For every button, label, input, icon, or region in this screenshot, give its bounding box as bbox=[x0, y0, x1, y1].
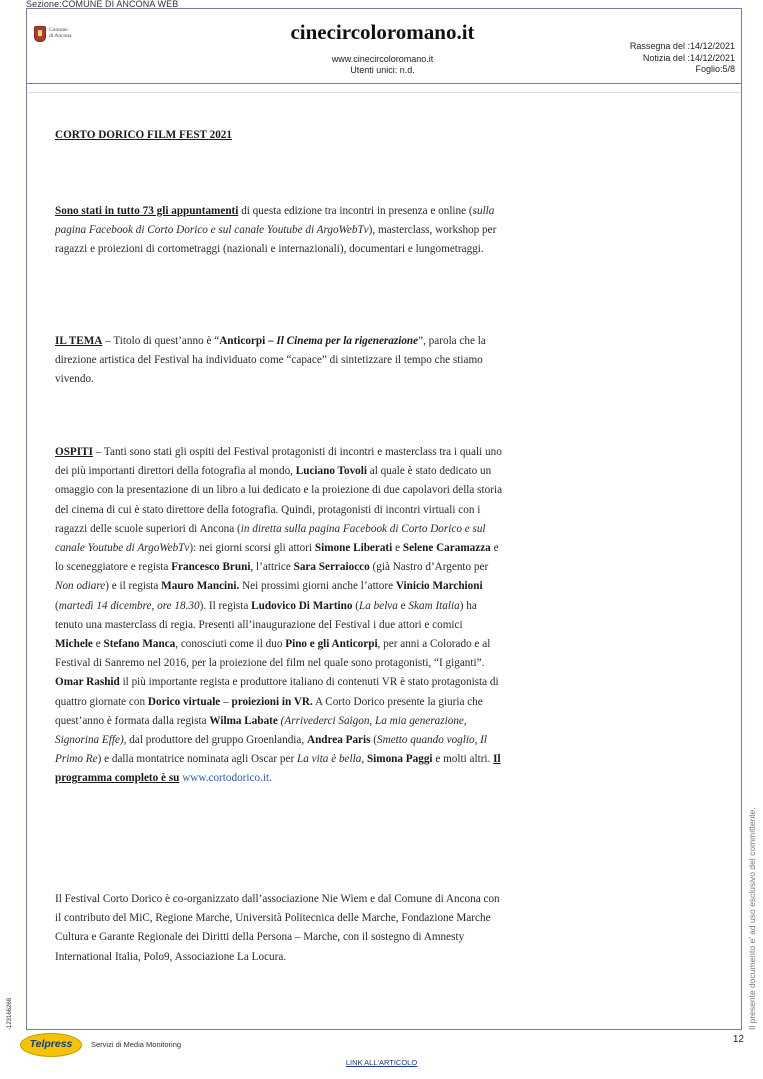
section-label: Sezione:COMUNE DI ANCONA WEB bbox=[26, 0, 179, 9]
site-url: www.cinecircoloromano.it bbox=[331, 54, 434, 64]
footer-service: Servizi di Media Monitoring bbox=[91, 1040, 182, 1049]
sheet-number: Foglio:5/8 bbox=[695, 64, 735, 74]
telpress-logo-text: Telpress bbox=[29, 1038, 73, 1050]
logo-text-line1: Comune bbox=[49, 27, 68, 33]
lead-guests: OSPITI bbox=[55, 446, 93, 458]
paragraph-theme: IL TEMA – Titolo di quest’anno è “Anticorpi – Il Cinema per la rigenerazione”, parola che la direzione artistica del Festival ha individuato come “capace” di sintetizzare il tempo che stiamo vivendo. bbox=[55, 335, 486, 386]
header-divider bbox=[27, 83, 741, 84]
document-id: -123166268 bbox=[7, 997, 13, 1030]
rassegna-date: Rassegna del :14/12/2021 bbox=[629, 41, 735, 51]
press-meta bbox=[630, 41, 735, 76]
lead-theme: IL TEMA bbox=[55, 335, 103, 347]
paragraph-organizers: Il Festival Corto Dorico è co-organizzato dall’associazione Nie Wiem e dal Comune di Ancona con il contributo del MiC, Regione Marche, Università Politecnica delle Marche, Fondazione Marche Cultura e Garante Regionale dei Diritti della Persona – Marche, con il sostegno di Amnesty International Italia, Polo9, Associazione La Locura. bbox=[55, 893, 500, 963]
article-link[interactable]: LINK ALL'ARTICOLO bbox=[345, 1058, 418, 1067]
page-number: 12 bbox=[732, 1034, 744, 1045]
program-link[interactable]: www.cortodorico.it bbox=[182, 772, 270, 785]
paragraph-appointments: Sono stati in tutto 73 gli appuntamenti di questa edizione tra incontri in presenza e online (sulla pagina Facebook di Corto Dorico e sul canale Youtube di ArgoWebTv), masterclass, workshop per ragazzi e proiezioni di cortometraggi (nazionali e internazionali), documentari e lungometraggi. bbox=[55, 205, 497, 256]
article-heading: CORTO DORICO FILM FEST 2021 bbox=[55, 129, 232, 141]
notizia-date: Notizia del :14/12/2021 bbox=[642, 52, 735, 63]
unique-users: Utenti unici: n.d. bbox=[350, 65, 415, 75]
paragraph-guests: OSPITI – Tanti sono stati gli ospiti del Festival protagonisti di incontri e masterclass tra i quali uno dei più importanti direttori della fotografia al mondo, Luciano Tovoli al quale è stato dedicato un omaggio con la presentazione di un libro a lui dedicato e la proiezione di due capolavori della storia del cinema di cui è stato direttore della fotografia. Quindi, protagonisti di incontri virtuali con i ragazzi delle scuole superiori di Ancona (in diretta sulla pagina Facebook di Corto Dorico e sul canale Youtube di ArgoWebTv): nei giorni scorsi gli attori Simone Liberati e Selene Caramazza e lo sceneggiatore e regista Francesco Bruni, l’attrice Sara Serraiocco (già Nastro d’Argento per Non odiare) e il regista Mauro Mancini. Nei prossimi giorni anche l’attore Vinicio Marchioni (martedì 14 dicembre, ore 18.30). Il regista Ludovico Di Martino (La belva e Skam Italia) ha tenuto una masterclass di regia. Presenti all’inaugurazione del Festival i due attori e comici Michele e Stefano Manca, conosciuti come il duo Pino e gli Anticorpi, per anni a Colorado e al Festival di Sanremo nel 2016, per la proiezione del film nel quale sono protagonisti, “I giganti”. Omar Rashid il più importante regista e produttore italiano di contenuti VR è stato protagonista di quattro giornate con Dorico virtuale – proiezioni in VR. A Corto Dorico presente la giuria che quest’anno è formata dalla regista Wilma Labate (Arrivederci Saigon, La mia generazione, Signorina Effe), dal produttore del gruppo Groenlandia, Andrea Paris (Smetto quando voglio, Il Primo Re) e dalla montatrice nominata agli Oscar per La vita è bella, Simona Paggi e molti altri. Il programma completo è su www.cortodorico.it. bbox=[55, 446, 503, 785]
crest-icon bbox=[34, 26, 46, 42]
header-divider-light bbox=[27, 92, 741, 93]
logo-text bbox=[49, 27, 71, 39]
disclaimer-side: Il presente documento e' ad uso esclusivo del committente. bbox=[747, 807, 757, 1030]
lead-appointments: Sono stati in tutto 73 gli appuntamenti bbox=[55, 205, 239, 217]
comune-logo bbox=[34, 26, 92, 46]
logo-text-line2: di Ancona bbox=[49, 33, 72, 39]
site-title: cinecircoloromano.it bbox=[290, 20, 475, 44]
telpress-logo bbox=[20, 1033, 82, 1057]
